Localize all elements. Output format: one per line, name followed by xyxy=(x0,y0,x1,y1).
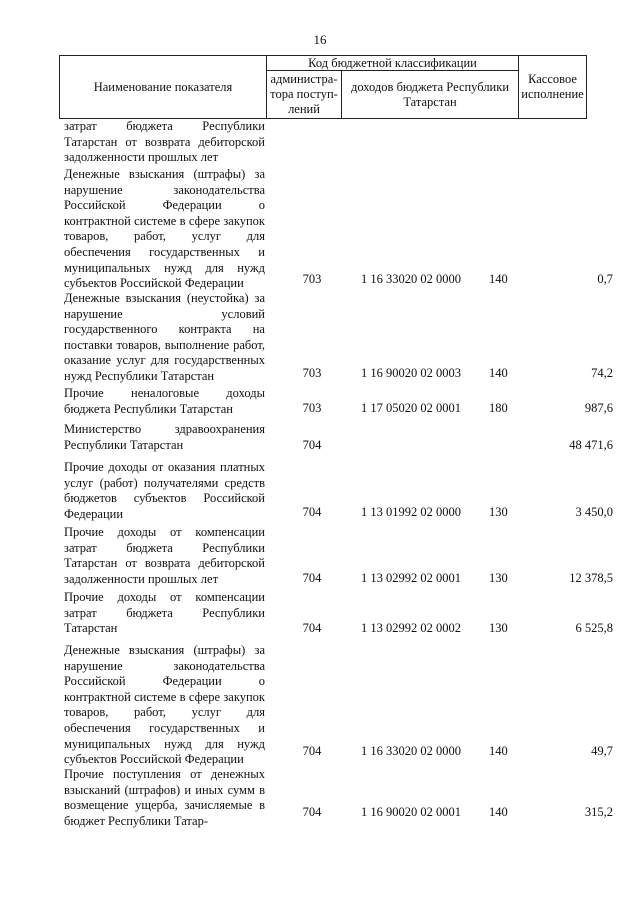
row-admin-code: 704 xyxy=(302,571,322,585)
row-name: Денежные взыскания (неустойка) за нарушение условий государственного контракта на поставки товаров, выполнение работ, оказание услуг для государственных нужд Республики Татарстан xyxy=(64,291,265,383)
row-value: 0,7 xyxy=(597,272,613,286)
page-number: 16 xyxy=(313,32,327,47)
row-subcode: 140 xyxy=(489,744,508,758)
row-admin-code: 704 xyxy=(302,438,322,452)
row-subcode: 180 xyxy=(489,401,508,415)
row-subcode: 130 xyxy=(489,571,508,585)
header-cash-column: Кассовое исполнение xyxy=(518,55,587,119)
row-subcode: 140 xyxy=(489,805,508,819)
row-income-code: 1 16 33020 02 0000 xyxy=(361,744,461,758)
row-income-code: 1 17 05020 02 0001 xyxy=(361,401,461,415)
row-value: 49,7 xyxy=(591,744,613,758)
table-header xyxy=(59,55,587,119)
row-subcode: 130 xyxy=(489,505,508,519)
row-value: 315,2 xyxy=(584,805,613,819)
header-admin-column: администра-тора поступ-лений xyxy=(266,70,342,119)
row-name: Прочие доходы от компенсации затрат бюджета Республики Татарстан xyxy=(64,590,265,636)
row-subcode: 130 xyxy=(489,621,508,635)
row-name: Прочие доходы от оказания платных услуг (работ) получателями средств бюджетов субъектов Российской Федерации xyxy=(64,460,265,521)
header-income-column: доходов бюджета Республики Татарстан xyxy=(341,70,519,119)
row-income-code: 1 16 33020 02 0000 xyxy=(361,272,461,286)
row-value: 3 450,0 xyxy=(575,505,613,519)
row-subcode: 140 xyxy=(489,272,508,286)
row-income-code: 1 16 90020 02 0003 xyxy=(361,366,461,380)
row-name: затрат бюджета Республики Татарстан от возврата дебиторской задолженности прошлых лет xyxy=(64,119,265,165)
row-income-code: 1 13 01992 02 0000 xyxy=(361,505,461,519)
row-income-code: 1 13 02992 02 0002 xyxy=(361,621,461,635)
row-name: Прочие доходы от компенсации затрат бюджета Республики Татарстан от возврата дебиторской задолженности прошлых лет xyxy=(64,525,265,586)
row-value: 6 525,8 xyxy=(575,621,613,635)
row-name: Прочие неналоговые доходы бюджета Республики Татарстан xyxy=(64,386,265,416)
row-admin-code: 704 xyxy=(302,621,322,635)
row-admin-code: 704 xyxy=(302,744,322,758)
row-admin-code: 703 xyxy=(302,401,322,415)
row-admin-code: 703 xyxy=(302,366,322,380)
row-name: Денежные взыскания (штрафы) за нарушение законодательства Российской Федерации о контрактной системе в сфере закупок товаров, работ, услуг для обеспечения государственных и муниципальных нужд для нужд субъектов Российской Федерации xyxy=(64,643,265,767)
row-admin-code: 704 xyxy=(302,505,322,519)
row-income-code: 1 13 02992 02 0001 xyxy=(361,571,461,585)
row-income-code: 1 16 90020 02 0001 xyxy=(361,805,461,819)
row-value: 48 471,6 xyxy=(569,438,613,452)
row-subcode: 140 xyxy=(489,366,508,380)
header-name-column: Наименование показателя xyxy=(59,55,267,119)
row-name: Министерство здравоохранения Республики Татарстан xyxy=(64,422,265,452)
header-code-group: Код бюджетной классификации xyxy=(266,55,519,71)
row-value: 12 378,5 xyxy=(569,571,613,585)
row-admin-code: 704 xyxy=(302,805,322,819)
row-value: 74,2 xyxy=(591,366,613,380)
row-admin-code: 703 xyxy=(302,272,322,286)
row-name: Прочие поступления от денежных взысканий (штрафов) и иных сумм в возмещение ущерба, зачисляемые в бюджет Республики Татар- xyxy=(64,767,265,828)
row-value: 987,6 xyxy=(584,401,613,415)
row-name: Денежные взыскания (штрафы) за нарушение законодательства Российской Федерации о контрактной системе в сфере закупок товаров, работ, услуг для обеспечения государственных и муниципальных нужд для нужд субъектов Российской Федерации xyxy=(64,167,265,291)
